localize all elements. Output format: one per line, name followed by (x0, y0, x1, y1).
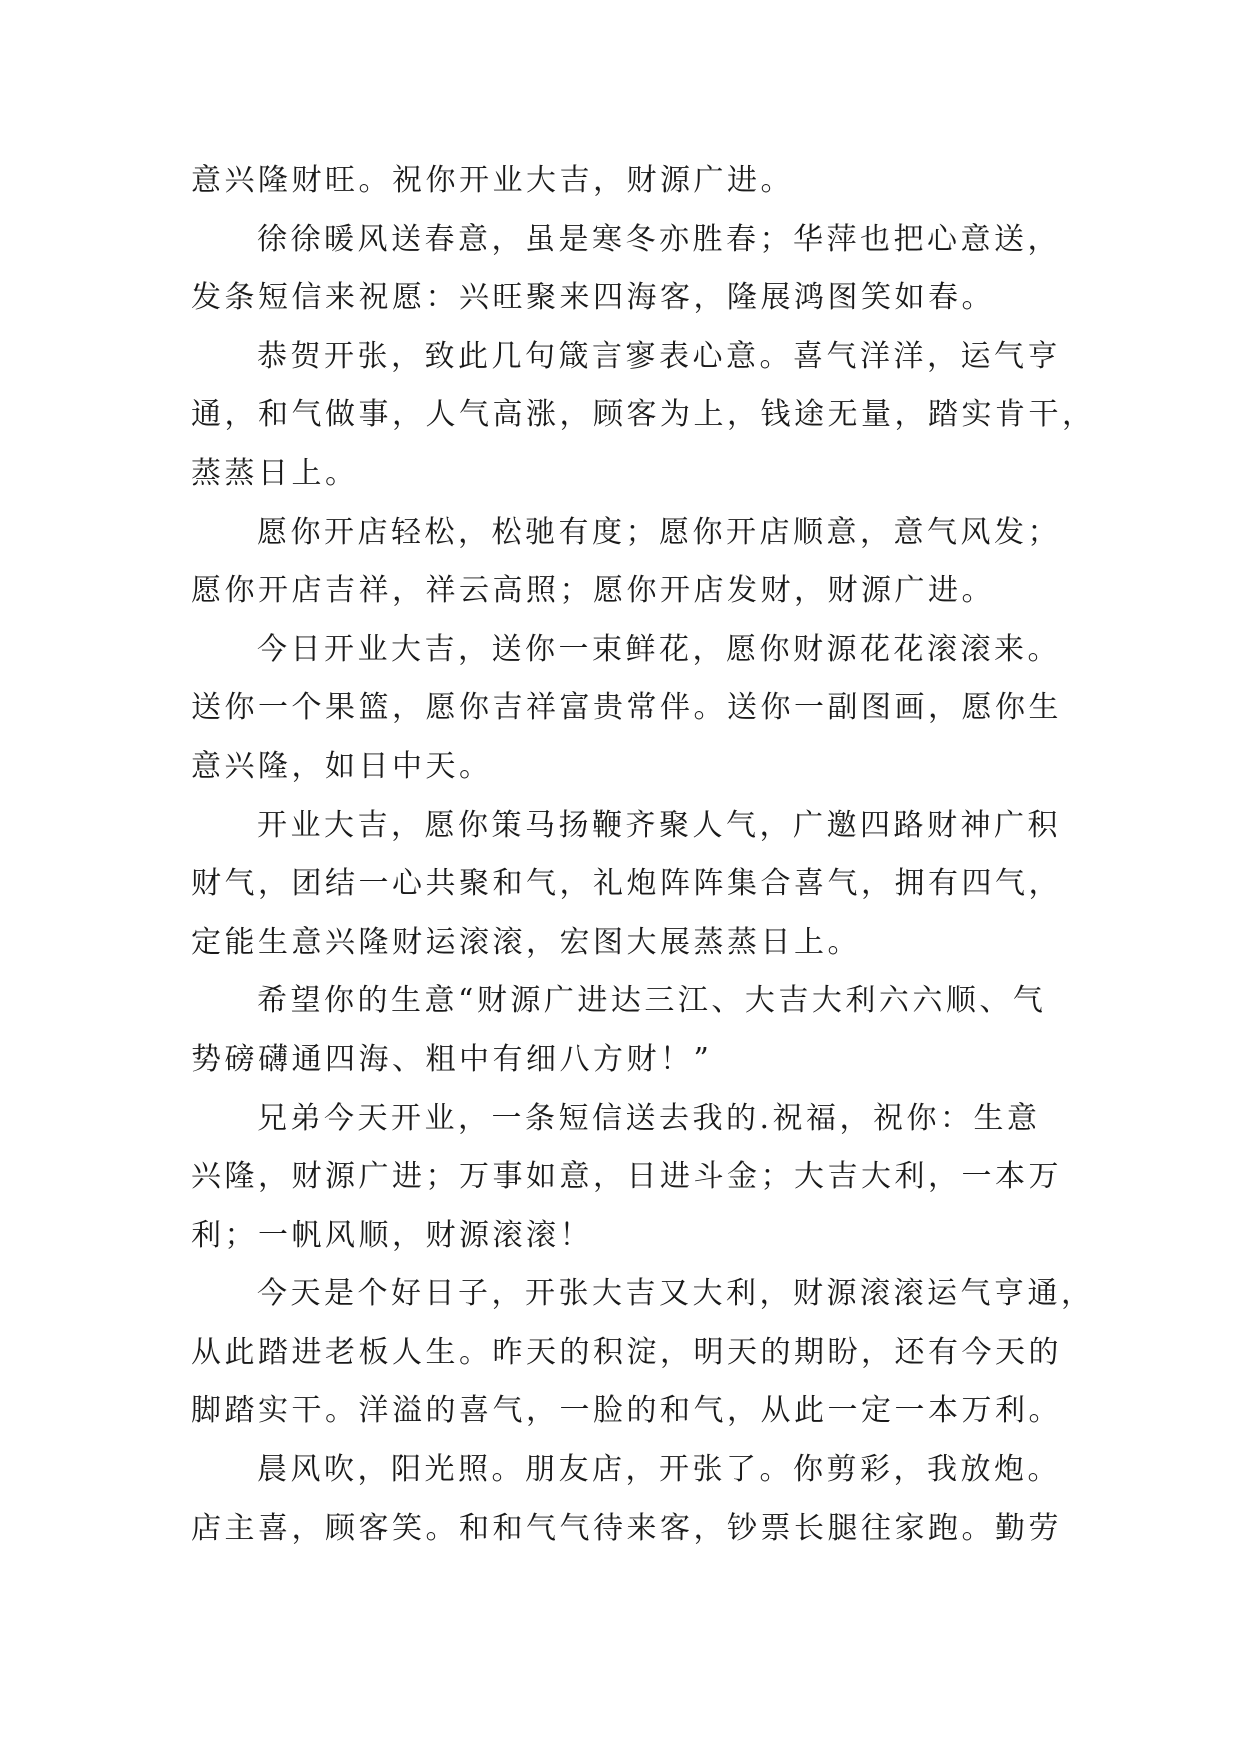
text-line: 定能生意兴隆财运滚滚，宏图大展蒸蒸日上。 (191, 924, 861, 960)
text-line: 愿你开店轻松，松驰有度；愿你开店顺意，意气风发； (257, 514, 1061, 550)
text-line: 开业大吉，愿你策马扬鞭齐聚人气，广邀四路财神广积 (257, 807, 1061, 843)
text-line: 脚踏实干。洋溢的喜气，一脸的和气，从此一定一本万利。 (191, 1393, 1062, 1429)
text-line: 晨风吹，阳光照。朋友店，开张了。你剪彩，我放炮。 (257, 1452, 1061, 1488)
text-line: 今日开业大吉，送你一束鲜花，愿你财源花花滚滚来。 (257, 631, 1061, 667)
text-line: 利；一帆风顺，财源滚滚！ (191, 1217, 593, 1253)
text-line: 恭贺开张，致此几句箴言寥表心意。喜气洋洋，运气亨 (257, 338, 1061, 374)
text-line: 愿你开店吉祥，祥云高照；愿你开店发财，财源广进。 (191, 573, 995, 609)
text-line: 今天是个好日子，开张大吉又大利，财源滚滚运气亨通， (257, 1276, 1095, 1312)
text-line: 发条短信来祝愿：兴旺聚来四海客，隆展鸿图笑如春。 (191, 280, 995, 316)
text-line: 财气，团结一心共聚和气，礼炮阵阵集合喜气，拥有四气， (191, 866, 1062, 902)
text-line: 通，和气做事，人气高涨，顾客为上，钱途无量，踏实肯干， (191, 397, 1096, 433)
text-line: 势磅礴通四海、粗中有细八方财！” (191, 1041, 713, 1077)
text-line: 店主喜，顾客笑。和和气气待来客，钞票长腿往家跑。勤劳 (191, 1510, 1062, 1546)
text-line: 从此踏进老板人生。昨天的积淀，明天的期盼，还有今天的 (191, 1334, 1062, 1370)
text-line: 送你一个果篮，愿你吉祥富贵常伴。送你一副图画，愿你生 (191, 690, 1062, 726)
text-line: 意兴隆，如日中天。 (191, 748, 493, 784)
text-line: 意兴隆财旺。祝你开业大吉，财源广进。 (191, 163, 794, 198)
text-line: 徐徐暖风送春意，虽是寒冬亦胜春；华萍也把心意送， (257, 221, 1061, 257)
text-line: 蒸蒸日上。 (191, 455, 359, 491)
text-line: 兄弟今天开业，一条短信送去我的.祝福，祝你：生意 (257, 1100, 1041, 1136)
text-line: 希望你的生意“财源广进达三江、大吉大利六六顺、气 (257, 983, 1047, 1019)
text-line: 兴隆，财源广进；万事如意，日进斗金；大吉大利，一本万 (191, 1159, 1062, 1195)
document-body (191, 152, 1096, 1558)
